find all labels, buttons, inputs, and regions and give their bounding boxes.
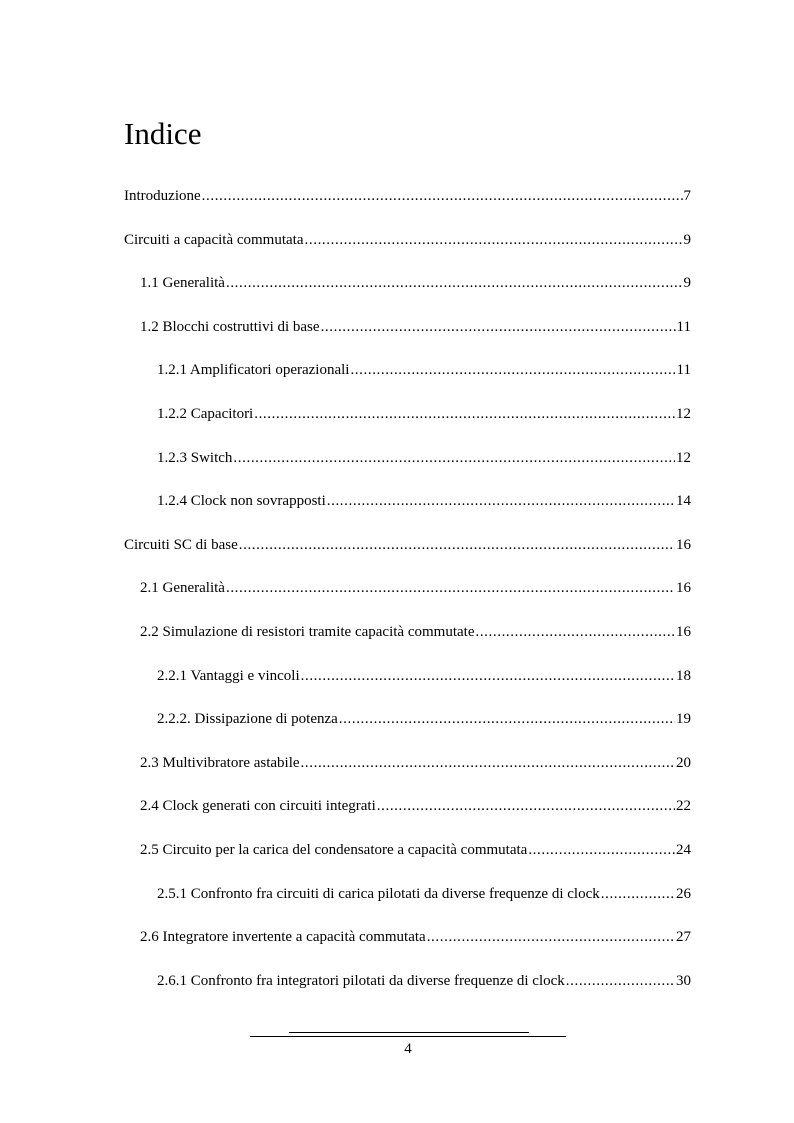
toc-entry [124, 533, 691, 577]
toc-entry [124, 969, 691, 1013]
toc-entry-page: 14 [676, 493, 691, 510]
toc-dot-leader [327, 489, 675, 513]
toc-entry-page: 12 [676, 449, 691, 466]
toc-entry-page: 30 [676, 972, 691, 989]
toc-entry [124, 576, 691, 620]
toc-entry [124, 489, 691, 533]
toc-entry [124, 315, 691, 359]
toc-entry-label: Circuiti a capacità commutata [124, 231, 304, 248]
toc-entry-label: 2.2.2. Dissipazione di potenza [157, 711, 338, 728]
toc-entry-label: 1.2.2 Capacitori [157, 405, 254, 422]
toc-dot-leader [339, 707, 675, 731]
toc-entry-page: 12 [676, 405, 691, 422]
page-title: Indice [124, 116, 202, 151]
toc-entry-page: 19 [676, 711, 691, 728]
toc-dot-leader [601, 882, 675, 906]
toc-entry-label: 2.4 Clock generati con circuiti integrati [140, 798, 376, 815]
toc-entry-label: Introduzione [124, 188, 201, 204]
table-of-contents [124, 184, 691, 1012]
toc-entry-label: 2.2 Simulazione di resistori tramite capacità commutate [140, 623, 475, 640]
toc-entry-page: 27 [676, 929, 691, 946]
toc-entry [124, 228, 691, 272]
toc-entry-label: 1.2.3 Switch [157, 449, 233, 466]
toc-dot-leader [301, 751, 675, 775]
toc-entry [124, 664, 691, 708]
toc-dot-leader [239, 533, 675, 557]
toc-entry [124, 358, 691, 402]
toc-entry-label: 2.5.1 Confronto fra circuiti di carica pilotati da diverse frequenze di clock [157, 885, 600, 902]
toc-entry-label: 1.2.1 Amplificatori operazionali [157, 362, 350, 379]
toc-dot-leader [254, 402, 675, 426]
footer-rule-long [250, 1036, 566, 1037]
toc-dot-leader [427, 925, 675, 949]
toc-entry-label: 1.2 Blocchi costruttivi di base [140, 318, 320, 335]
toc-entry-page: 11 [676, 362, 691, 379]
toc-entry-label: 2.5 Circuito per la carica del condensatore a capacità commutata [140, 841, 528, 858]
toc-entry [124, 925, 691, 969]
toc-dot-leader [233, 446, 675, 470]
toc-entry-label: Circuiti SC di base [124, 536, 238, 553]
toc-dot-leader [226, 271, 683, 295]
toc-entry-label: 2.3 Multivibratore astabile [140, 754, 300, 771]
toc-entry-label: 1.1 Generalità [140, 275, 225, 292]
toc-entry-page: 26 [676, 885, 691, 902]
page-number: 4 [404, 1041, 412, 1057]
toc-dot-leader [202, 184, 683, 208]
toc-entry [124, 184, 691, 228]
toc-entry-label: 2.2.1 Vantaggi e vincoli [157, 667, 300, 684]
toc-entry [124, 402, 691, 446]
toc-entry [124, 882, 691, 926]
toc-dot-leader [377, 794, 675, 818]
toc-entry-label: 1.2.4 Clock non sovrapposti [157, 493, 326, 510]
toc-entry-label: 2.1 Generalità [140, 580, 225, 597]
toc-entry-page: 16 [676, 536, 691, 553]
toc-dot-leader [528, 838, 675, 862]
toc-dot-leader [566, 969, 675, 993]
toc-entry-label: 2.6 Integratore invertente a capacità commutata [140, 929, 426, 946]
toc-entry [124, 620, 691, 664]
toc-entry-page: 11 [676, 318, 691, 335]
toc-entry [124, 794, 691, 838]
toc-entry [124, 838, 691, 882]
toc-entry-page: 22 [676, 798, 691, 815]
toc-entry-page: 7 [683, 188, 691, 204]
toc-entry-page: 18 [676, 667, 691, 684]
toc-dot-leader [350, 358, 675, 382]
toc-dot-leader [226, 576, 675, 600]
toc-dot-leader [321, 315, 676, 339]
toc-entry-page: 24 [676, 841, 691, 858]
toc-entry [124, 751, 691, 795]
toc-entry-page: 16 [676, 580, 691, 597]
toc-entry-label: 2.6.1 Confronto fra integratori pilotati da diverse frequenze di clock [157, 972, 565, 989]
footer-rule-short [289, 1032, 529, 1033]
toc-entry [124, 271, 691, 315]
toc-dot-leader [305, 228, 683, 252]
toc-dot-leader [475, 620, 675, 644]
toc-entry-page: 16 [676, 623, 691, 640]
toc-entry-page: 20 [676, 754, 691, 771]
toc-entry [124, 446, 691, 490]
toc-dot-leader [301, 664, 675, 688]
toc-entry [124, 707, 691, 751]
toc-entry-page: 9 [683, 231, 691, 248]
toc-entry-page: 9 [683, 275, 691, 292]
